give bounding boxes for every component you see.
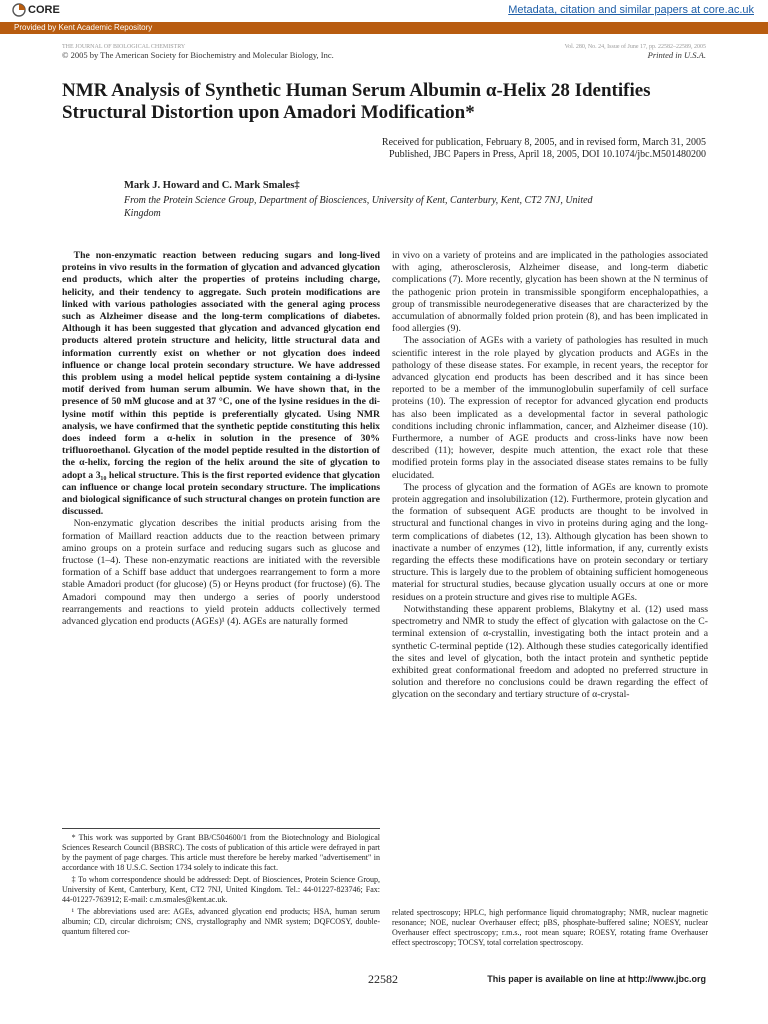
article-title: NMR Analysis of Synthetic Human Serum Albumin α-Helix 28 Identifies Structural Distortion upon Amadori Modification* — [62, 80, 651, 123]
footnote-continued: related spectroscopy; HPLC, high performance liquid chromatography; NMR, nuclear magnetic resonance; NOE, nuclear Overhauser effect; pBS, phosphate-buffered saline; NOESY, nuclear Overhauser effect spectroscopy; r.m.s., root mean square; ROESY, rotating frame Overhauser effect spectroscopy; TOCSY, total correlation spectroscopy. — [392, 908, 708, 947]
footnote-correspondence: ‡ To whom correspondence should be addressed: Dept. of Biosciences, Protein Science Group, University of Kent, Canterbury, Kent, CT2 7NJ, United Kingdom. Tel.: 44-01227-823746; Fax: 44-01227-763912; E-mail: c.m.smales@kent.ac.uk. — [62, 875, 380, 904]
printed-in: Printed in U.S.A. — [647, 50, 706, 60]
body-paragraph-4: Notwithstanding these apparent problems, Blakytny et al. (12) used mass spectrometry and NMR to study the effect of glycation with galactose on the C-terminal extension of α-crystallin, investigating both the intact protein and a synthetic C-terminal peptide (12). Although these studies categorically identified the sites and level of glycation, both the intact protein and synthetic peptide exhibited great conformational freedom and adopted no preferred structure in solution and therefore no conclusions could be drawn regarding the effect of glycation on the secondary and tertiary structure of α-crystal- — [392, 603, 708, 701]
footnote-abbreviations: ¹ The abbreviations used are: AGEs, advanced glycation end products; HSA, human serum albumin; CD, circular dichroism; CNS, crystallography and NMR system; DQFCOSY, double-quantum filtered cor- — [62, 907, 380, 936]
affiliation: From the Protein Science Group, Department of Biosciences, University of Kent, Canterbury, Kent, CT2 7NJ, United Kingdom — [124, 195, 593, 219]
page-number: 22582 — [368, 972, 398, 986]
body-paragraph-3: The process of glycation and the formation of AGEs are known to promote protein aggregation and insolubilization (12). Furthermore, protein glycation and the formation of subsequent AGE products are thought to be involved in structural and functional changes in vivo in proteins during aging and the long-term complications of diabetes (12, 13). Although glycation has been shown to inactivate a number of enzymes (12), little information, if any, currently exists regarding the effects these modifications have on protein secondary or tertiary structure. This is largely due to the problem of obtaining sufficient homogeneous material for structural studies, because glycation usually occurs at one or more residues on a protein structure and gives rise to multiple AGEs. — [392, 481, 708, 603]
left-column — [62, 250, 380, 628]
copyright-line: © 2005 by The American Society for Biochemistry and Molecular Biology, Inc. — [62, 50, 334, 60]
journal-header — [62, 44, 706, 64]
footnotes — [62, 828, 380, 939]
author-list: Mark J. Howard and C. Mark Smales‡ — [124, 180, 300, 191]
journal-name: THE JOURNAL OF BIOLOGICAL CHEMISTRY — [62, 44, 186, 50]
footnote-funding: * This work was supported by Grant BB/C504600/1 from the Biotechnology and Biological Sciences Research Council (BBSRC). The costs of publication of this article were defrayed in part by the payment of page charges. This article must therefore be hereby marked "advertisement" in accordance with 18 U.S.C. Section 1734 solely to indicate this fact. — [62, 833, 380, 872]
provided-by-text[interactable]: Provided by Kent Academic Repository — [14, 23, 153, 32]
published-line: Published, JBC Papers in Press, April 18, 2005, DOI 10.1074/jbc.M501480200 — [389, 149, 706, 160]
received-line: Received for publication, February 8, 2005, and in revised form, March 31, 2005 — [381, 137, 706, 148]
core-logo-icon — [12, 3, 26, 17]
core-metadata-link[interactable]: Metadata, citation and similar papers at core.ac.uk — [508, 4, 754, 16]
received-info — [286, 137, 706, 161]
right-column — [392, 250, 708, 702]
core-logo[interactable] — [12, 3, 60, 17]
core-banner — [0, 0, 768, 23]
abstract: The non-enzymatic reaction between reducing sugars and long-lived proteins in vivo results in the formation of glycation and advanced glycation end products, which alter the properties of proteins including charge, helicity, and their tendency to aggregate. Such protein modifications are linked with various pathologies associated with the general aging process such as Alzheimer disease and the long-term complications of diabetes. Although it has been suggested that glycation and advanced glycation end products altered protein structure and helicity, little structural data and information currently exist on whether or not glycation does indeed influence or change local protein secondary structure. We have addressed this problem using a model helical peptide system containing a di-lysine motif derived from human serum albumin. We have shown that, in the presence of 50 mM glucose and at 37 °C, one of the lysine residues in the di-lysine motif within this peptide is preferentially glycated. Using NMR analysis, we have confirmed that the synthetic peptide constituting this helix does indeed form a α-helix in solution in the presence of 30% trifluoroethanol. Glycation of the model peptide resulted in the distortion of the α-helix, forcing the region of the helix around the site of glycation to adopt a 3₁₀ helical structure. This is the first reported evidence that glycation can influence or change local protein secondary structure. The implications and biological significance of such structural changes on protein function are discussed. — [62, 250, 380, 518]
core-label: CORE — [28, 4, 60, 16]
body-paragraph-1: in vivo on a variety of proteins and are implicated in the pathologies associated with aging, atherosclerosis, Alzheimer disease, and long-term diabetic complications (7). More recently, glycation has been shown at the N terminus of the pathogenic prion protein in transmissible spongiform encephalopathies, a group of transmissible neurodegenerative diseases that are characterized by the accumulation of abnormally folded prion protein (8), and has been implicated in food allergies (9). — [392, 250, 708, 335]
online-availability: This paper is available on line at http://www.jbc.org — [487, 974, 706, 984]
body-paragraph-2: The association of AGEs with a variety of pathologies has resulted in much scientific interest in the role played by glycation products and AGEs in the pathology of these disease states. For example, in recent years, the receptor for advanced glycation end products has been described and it has since been reported to be a member of the immunoglobulin superfamily of cell surface proteins (10). The expression of receptor for advanced glycation end products has also been implicated as a developmental factor in several pathologic conditions including chronic inflammation, cancer, and Alzheimer disease (10). Furthermore, a number of AGE products and cross-links have now been described (11); however, despite much attention, the exact role that these modified protein forms play in the associated disease states remains to be fully elucidated. — [392, 335, 708, 481]
intro-paragraph: Non-enzymatic glycation describes the initial products arising from the formation of Maillard reaction adducts due to the reaction between primary amino groups on a protein surface and reducing sugars such as glucose and fructose (1–4). These non-enzymatic reactions are initiated with the reversible formation of a Schiff base adduct that undergoes rearrangement to form a more stable Amadori product (for glucose) (5) or Heyns product (for fructose) (6). The Amadori compound may then undergo a series of poorly understood rearrangements and reactions to yield protein adducts collectively termed advanced glycation end products (AGEs)¹ (4). AGEs are naturally formed — [62, 518, 380, 628]
volume-issue: Vol. 280, No. 24, Issue of June 17, pp. 22582–22589, 2005 — [564, 44, 706, 50]
provided-by-bar — [0, 22, 768, 34]
